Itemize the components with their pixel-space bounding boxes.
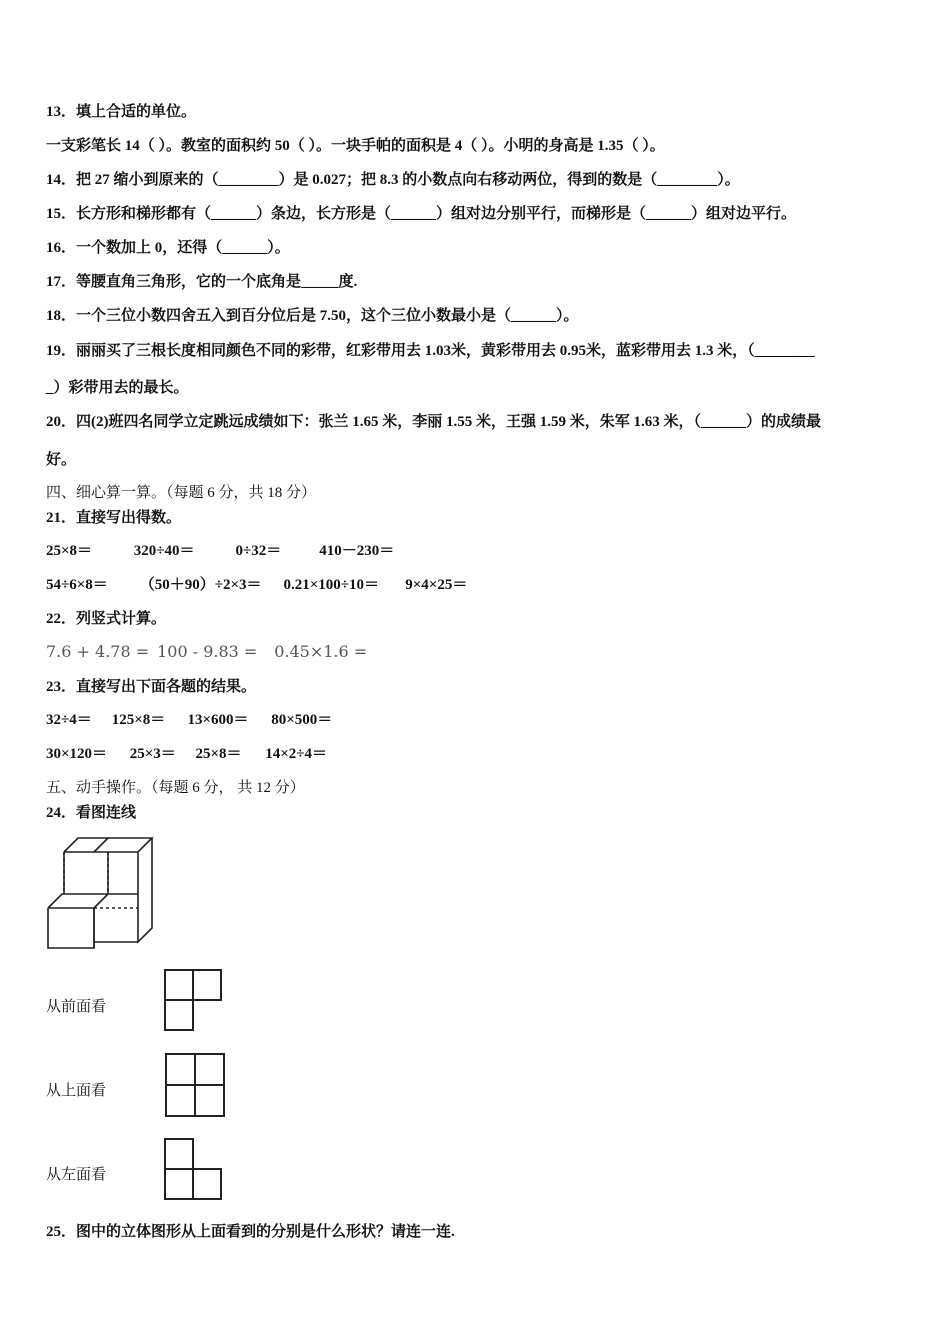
q21-title: 21．直接写出得数。 [46,510,182,526]
q22-expr: 100 - 9.83 = [157,642,258,661]
q16: 16．一个数加上 0，还得（______）。 [46,240,290,256]
q13-title: 13．填上合适的单位。 [46,104,197,120]
q20-line2: 好。 [46,452,77,468]
view-shape-front [163,967,225,1033]
q22-expr: 0.45×1.6 = [274,642,368,661]
q21-expr: 54÷6×8＝ [46,577,108,593]
q23-expr: 14×2÷4＝ [265,746,328,762]
section4-heading: 四、细心算一算。（每题 6 分，共 18 分） [46,485,317,501]
q23-row2 [46,744,327,764]
q21-row1 [46,541,394,561]
q21-expr: （50＋90）÷2×3＝ [139,577,262,593]
q14: 14．把 27 缩小到原来的（________）是 0.027；把 8.3 的小数点向右移动两位，得到的数是（________）。 [46,172,740,188]
q24-title: 24．看图连线 [46,805,137,821]
cube-figure [44,834,156,952]
q21-expr: 0÷32＝ [235,543,282,559]
q21-expr: 0.21×100÷10＝ [283,577,380,593]
q19-line1: 19．丽丽买了三根长度相同颜色不同的彩带，红彩带用去 1.03米，黄彩带用去 0.95米，蓝彩带用去 1.3 米，（________ [46,343,815,359]
q25: 25．图中的立体图形从上面看到的分别是什么形状？请连一连. [46,1224,455,1240]
view-label-top: 从上面看 [46,1083,107,1099]
q17: 17．等腰直角三角形，它的一个底角是_____度. [46,274,358,290]
q22-title: 22．列竖式计算。 [46,611,167,627]
q23-expr: 25×3＝ [129,746,176,762]
q22-expr: 7.6 + 4.78 = [46,642,150,661]
q23-expr: 25×8＝ [195,746,242,762]
view-shape-top [163,1051,227,1119]
q23-expr: 32÷4＝ [46,712,92,728]
q21-expr: 25×8＝ [46,543,93,559]
q22-items [46,642,367,662]
q21-expr: 320÷40＝ [133,543,195,559]
q23-expr: 80×500＝ [271,712,333,728]
view-shape-left [163,1136,225,1202]
section5-heading: 五、动手操作。（每题 6 分， 共 12 分） [46,780,305,796]
view-label-front: 从前面看 [46,999,107,1015]
q21-expr: 410－230＝ [319,543,395,559]
q13-body: 一支彩笔长 14（ ）。教室的面积约 50（ ）。一块手帕的面积是 4（ ）。小明的身高是 1.35（ ）。 [46,138,665,154]
q23-expr: 30×120＝ [46,746,108,762]
q23-expr: 125×8＝ [111,712,166,728]
q20-line1: 20．四(2)班四名同学立定跳远成绩如下：张兰 1.65 米，李丽 1.55 米，王强 1.59 米，朱军 1.63 米，（______）的成绩最 [46,414,821,430]
q21-row2 [46,575,467,595]
q23-row1 [46,710,332,730]
q18: 18．一个三位小数四舍五入到百分位后是 7.50，这个三位小数最小是（______）。 [46,308,579,324]
q21-expr: 9×4×25＝ [405,577,468,593]
view-label-left: 从左面看 [46,1167,107,1183]
q23-expr: 13×600＝ [187,712,249,728]
q15: 15．长方形和梯形都有（______）条边，长方形是（______）组对边分别平行，而梯形是（______）组对边平行。 [46,206,797,222]
q23-title: 23．直接写出下面各题的结果。 [46,679,257,695]
q19-line2: _）彩带用去的最长。 [46,380,189,396]
